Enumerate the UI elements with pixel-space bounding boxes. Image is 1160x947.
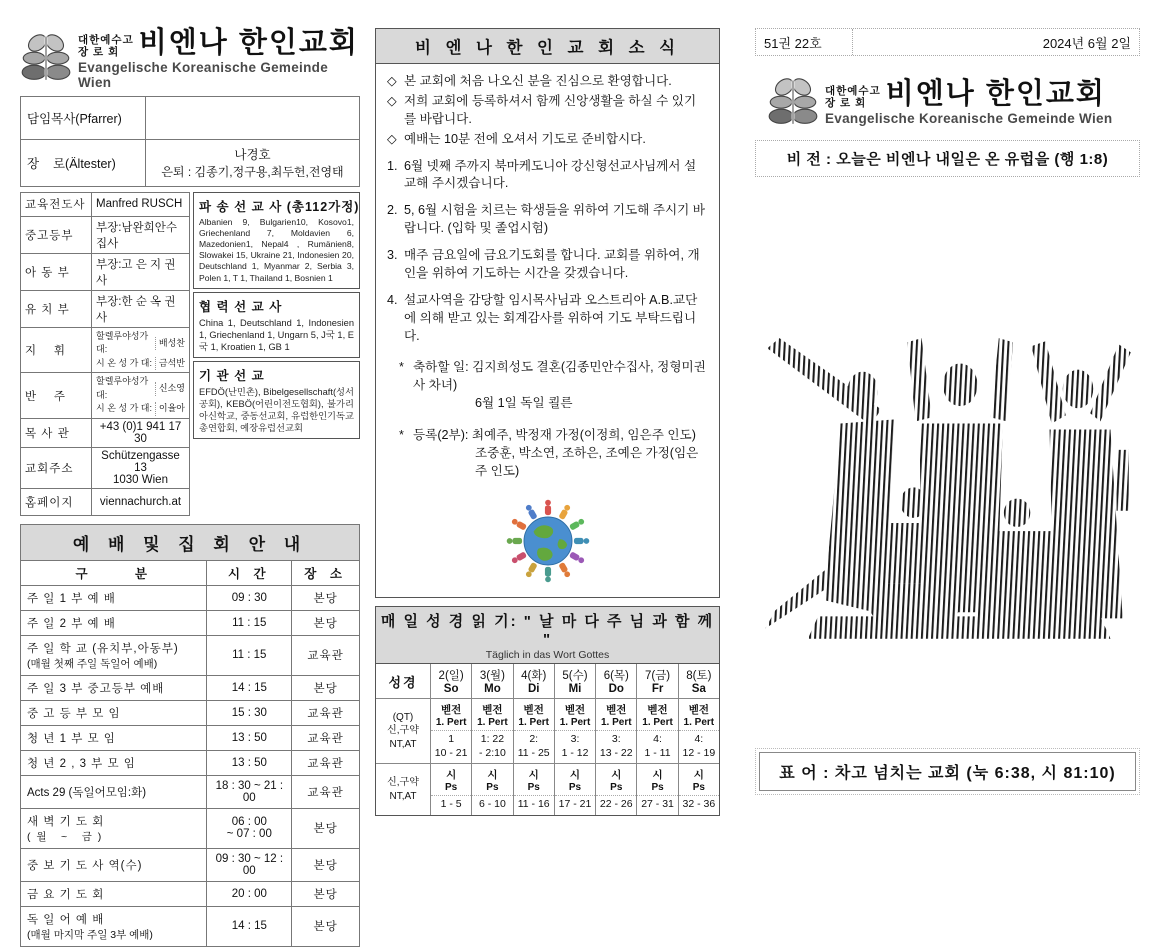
day-header: 3(월) Mo	[471, 664, 512, 698]
homepage-url: viennachurch.at	[92, 488, 190, 515]
reading-cell: 시 Ps 32 - 36	[678, 763, 719, 815]
church-subtitle: Evangelische Koreanische Gemeinde Wien	[825, 111, 1113, 127]
address-line: 1030 Wien	[113, 473, 168, 486]
denomination-label: 대한예수고 장 로 회	[825, 85, 881, 110]
vision-statement: 비 전 : 오늘은 비엔나 내일은 온 유럽을 (행 1:8)	[755, 140, 1140, 177]
table-row: 주 일 학 교 (유치부,아동부) (매월 첫째 주일 독일어 예배) 11 : 15 교육관	[21, 635, 360, 675]
asterisk-bullet-icon: *	[399, 360, 404, 375]
staff-value: 나경호	[234, 148, 271, 163]
missionary-list: Albanien 9, Bulgarien10, Kosovo1, Griechenland 7, Moldavien 6, Mazedonien1, Nepal4 , Rumänien8, Slowakei 15, Ukraine 21, Indonesien 20, Deutschland 1, Myanmar 2, Serbia 3, Polen 1, T 1, Thailand 1, Bosnien 1	[199, 216, 354, 283]
info-label: 교회주소	[21, 447, 92, 488]
reading-subtitle: Täglich in das Wort Gottes	[485, 649, 610, 661]
table-row	[21, 290, 190, 327]
column-header: 구 분	[21, 560, 207, 585]
church-title: 비엔나 한인교회	[138, 27, 359, 59]
missionary-list: EFDÖ(난민촌), Bibelgesellschaft(성서공회), KEBÖ(어린이전도협회), 불가리아신학교, 중동선교회, 유럽한인기독교총연합회, 예장유럽선교회	[199, 387, 354, 434]
asterisk-bullet-icon: *	[399, 428, 404, 442]
diamond-bullet-icon: ◇	[387, 74, 397, 88]
column-header: 성경	[388, 674, 418, 690]
info-missions-block	[20, 192, 360, 516]
issue-date: 2024년 6월 2일	[1042, 35, 1131, 51]
worship-schedule-table	[20, 524, 360, 947]
table-row: 주 일 2 부 예 배 11 : 15 본당	[21, 610, 360, 635]
phone-number: +43 (0)1 941 17 30	[92, 418, 190, 447]
reading-cell: 벧전 1. Pert 1 10 - 21	[430, 698, 471, 763]
row-header: 신,구약 NT,AT	[376, 763, 430, 815]
table-row: 청 년 1 부 모 임 13 : 50 교육관	[21, 725, 360, 750]
partner-missionaries-box	[193, 292, 360, 358]
motto-box	[755, 748, 1140, 795]
choir-label: 시 온 성 가 대:	[96, 357, 152, 368]
day-header: 8(토) Sa	[678, 664, 719, 698]
sent-missionaries-box	[193, 192, 360, 289]
choir-value: 이율아	[155, 402, 185, 416]
motto-text: 표 어 : 차고 넘치는 교회 (눅 6:38, 시 81:10)	[759, 752, 1136, 791]
info-value: 부장:한 순 옥 권사	[92, 290, 190, 327]
table-row	[21, 418, 190, 447]
day-header: 5(수) Mi	[554, 664, 595, 698]
choir-value: 배성찬	[155, 337, 185, 351]
staff-table	[20, 96, 360, 187]
staff-label: 담임목사(Pfarrer)	[21, 96, 146, 139]
choir-label: 할렐루야성가대:	[96, 376, 149, 400]
reading-cell: 벧전 1. Pert 1: 22 - 2:10	[471, 698, 512, 763]
section-title: 기 관 선 교	[199, 369, 265, 384]
info-label: 아 동 부	[21, 253, 92, 290]
issue-bar	[755, 28, 1140, 56]
missions-column	[193, 192, 360, 516]
reading-header	[376, 607, 719, 664]
news-item: 3. 매주 금요일에 금요기도회를 합니다. 교회를 위하여, 개인을 위하여 기도하는 시간을 갖겠습니다.	[387, 248, 700, 280]
welcome-item: ◇ 저희 교회에 등록하셔서 함께 신앙생활을 하실 수 있기를 바랍니다.	[387, 93, 708, 129]
table-row: 새 벽 기 도 회 ( 월 ~ 금 ) 06 : 00 ~ 07 : 00 본당	[21, 808, 360, 848]
issue-number: 51권 22호	[756, 29, 853, 55]
table-row: 독 일 어 예 배 (매월 마지막 주일 3부 예배) 14 : 15 본당	[21, 906, 360, 946]
reading-cell: 시 Ps 1 - 5	[430, 763, 471, 815]
church-subtitle: Evangelische Koreanische Gemeinde Wien	[78, 60, 328, 90]
table-row: 중 고 등 부 모 임 15 : 30 교육관	[21, 700, 360, 725]
info-label: 목 사 관	[21, 418, 92, 447]
table-row	[21, 96, 360, 139]
daily-bible-reading-table	[375, 606, 720, 816]
church-logo-icon	[767, 74, 819, 131]
info-label: 유 치 부	[21, 290, 92, 327]
welcome-item: ◇ 예배는 10분 전에 오셔서 기도로 준비합시다.	[387, 131, 708, 149]
address-line: Schützengasse 13	[101, 449, 180, 474]
left-column	[20, 28, 360, 947]
info-value: Manfred RUSCH	[92, 192, 190, 216]
section-title: 협 력 선 교 사	[199, 299, 283, 314]
table-row: 중 보 기 도 사 역(수) 09 : 30 ~ 12 : 00 본당	[21, 848, 360, 881]
table-row: 금 요 기 도 회 20 : 00 본당	[21, 881, 360, 906]
choir-value: 신소영	[155, 382, 185, 396]
middle-column	[375, 28, 720, 816]
day-header: 2(일) So	[430, 664, 471, 698]
reading-cell: 시 Ps 27 - 31	[636, 763, 677, 815]
reading-cell: 시 Ps 22 - 26	[595, 763, 636, 815]
info-table	[20, 192, 190, 516]
reading-grid	[376, 664, 719, 815]
masthead-right	[767, 74, 1112, 131]
reading-cell: 벧전 1. Pert 4: 1 - 11	[636, 698, 677, 763]
news-item: 4. 설교사역을 감당할 임시목사님과 오스트리아 A.B.교단에 의해 받고 있는 회계감사를 위하여 기도 부탁드립니다.	[387, 292, 698, 343]
info-label: 교육전도사	[21, 192, 92, 216]
globe-people-illustration	[500, 493, 596, 594]
welcome-item: ◇ 본 교회에 처음 나오신 분을 진심으로 환영합니다.	[387, 73, 708, 91]
news-item: 1. 6월 넷째 주까지 북마케도니아 강신형선교사님께서 설교해 주시겠습니다.	[387, 158, 697, 191]
church-news-box	[375, 28, 720, 598]
agency-missions-box	[193, 361, 360, 439]
choir-label: 할렐루야성가대:	[96, 330, 149, 355]
reading-cell: 시 Ps 17 - 21	[554, 763, 595, 815]
missionary-list: China 1, Deutschland 1, Indonesien 1, Griechenland 1, Ungarn 5, J국 1, E국 1, Kroatien 1, GB 1	[199, 317, 354, 352]
diamond-bullet-icon: ◇	[387, 93, 397, 108]
section-title: 파 송 선 교 사 (총112가정)	[199, 199, 360, 214]
table-row: 주 일 1 부 예 배 09 : 30 본당	[21, 585, 360, 610]
reading-cell: 벧전 1. Pert 3: 13 - 22	[595, 698, 636, 763]
reading-cell: 시 Ps 11 - 16	[513, 763, 554, 815]
table-row	[21, 327, 190, 373]
praise-people-illustration	[759, 328, 1135, 729]
info-value: 부장:고 은 지 권사	[92, 253, 190, 290]
church-logo-icon	[20, 30, 72, 87]
day-header: 7(금) Fr	[636, 664, 677, 698]
column-header: 시 간	[207, 560, 292, 585]
table-row	[21, 192, 190, 216]
news-note: * 축하할 일: 김지희성도 결혼(김종민안수집사, 정형미권사 차녀) 6월 1일 독일 쾰른	[387, 359, 708, 413]
table-row	[21, 373, 190, 419]
news-item: 2. 5, 6월 시험을 치르는 학생들을 위하여 기도해 주시기 바랍니다. (입학 및 졸업시험)	[387, 203, 705, 236]
table-row	[21, 216, 190, 253]
day-header: 4(화) Di	[513, 664, 554, 698]
news-title: 비 엔 나 한 인 교 회 소 식	[376, 29, 719, 64]
diamond-bullet-icon: ◇	[387, 131, 397, 146]
reading-title: 매 일 성 경 읽 기: " 날 마 다 주 님 과 함 께 "	[380, 613, 715, 648]
info-label: 홈페이지	[21, 488, 92, 515]
schedule-title: 예 배 및 집 회 안 내	[21, 524, 360, 560]
staff-label: 장 로(Ältester)	[21, 139, 146, 186]
choir-label: 시 온 성 가 대:	[96, 403, 152, 414]
table-row: 주 일 3 부 중고등부 예배 14 : 15 본당	[21, 675, 360, 700]
reading-cell: 벧전 1. Pert 3: 1 - 12	[554, 698, 595, 763]
reading-cell: 시 Ps 6 - 10	[471, 763, 512, 815]
choir-value: 금석반	[155, 357, 185, 371]
staff-value-2: 은퇴 : 김종기,정구용,최두헌,전영태	[161, 165, 344, 180]
masthead-left	[20, 28, 360, 90]
news-body	[376, 64, 719, 481]
table-row	[21, 139, 360, 186]
info-label: 지 휘	[21, 327, 92, 373]
right-column	[755, 28, 1140, 820]
news-note: * 등록(2부): 최예주, 박정재 가정(이정희, 임은주 인도) 조중훈, 박소연, 조하은, 조예은 가정(임은주 인도)	[387, 427, 708, 481]
info-label: 중고등부	[21, 216, 92, 253]
day-header: 6(목) Do	[595, 664, 636, 698]
reading-cell: 벧전 1. Pert 2: 11 - 25	[513, 698, 554, 763]
table-row	[21, 488, 190, 515]
table-header-row	[21, 560, 360, 585]
table-row	[21, 253, 190, 290]
row-header: (QT) 신,구약 NT,AT	[376, 698, 430, 763]
table-row: Acts 29 (독일어모임:화) 18 : 30 ~ 21 : 00 교육관	[21, 775, 360, 808]
info-value: 부장:남완희안수집사	[92, 216, 190, 253]
church-title: 비엔나 한인교회	[885, 77, 1106, 110]
table-row: 청 년 2 , 3 부 모 임 13 : 50 교육관	[21, 750, 360, 775]
denomination-label: 대한예수고 장 로 회	[78, 34, 134, 59]
table-row	[21, 447, 190, 488]
column-header: 장 소	[292, 560, 360, 585]
reading-cell: 벧전 1. Pert 4: 12 - 19	[678, 698, 719, 763]
info-label: 반 주	[21, 373, 92, 419]
